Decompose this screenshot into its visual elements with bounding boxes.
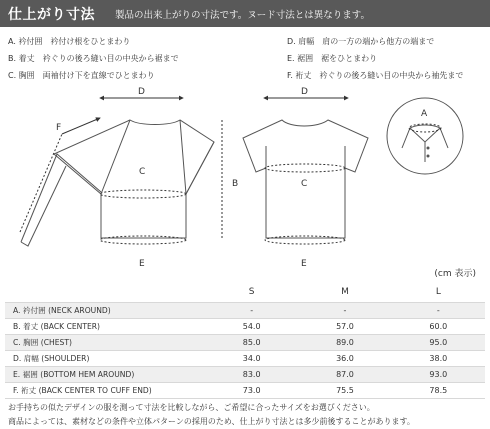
cell-s: 73.0	[205, 382, 298, 398]
page-title: 仕上がり寸法	[8, 6, 95, 23]
cell-m: 75.5	[298, 382, 391, 398]
header-size-l: L	[435, 286, 441, 297]
page-subtitle: 製品の出来上がりの寸法です。ヌード寸法とは異なります。	[115, 9, 370, 21]
legend-desc: 両袖付け下を直線でひとまわり	[42, 71, 155, 80]
footnote-1: お手持ちの似たデザインの服を測って寸法を比較しながら、ご希望に合ったサイズをお選びください。	[8, 403, 375, 412]
legend-item-b	[8, 50, 179, 67]
row-label: C. 胸囲 (CHEST)	[5, 334, 205, 350]
footnote-2: 商品によっては、素材などの条件や立体パターンの採用のため、仕上がり寸法とは多少前後することがあります。	[8, 417, 415, 426]
front-sleeve-under	[21, 166, 66, 246]
legend-key: C. 胸囲	[8, 71, 35, 80]
legend-left	[8, 33, 179, 84]
table-row	[5, 318, 485, 334]
table-row	[5, 350, 485, 366]
header-blank	[5, 282, 205, 302]
label-c-tee: C	[301, 179, 308, 189]
size-table	[5, 282, 485, 399]
cell-m: 36.0	[298, 350, 391, 366]
label-f: F	[56, 123, 62, 133]
cell-l: 60.0	[392, 318, 485, 334]
legend-desc: 衿ぐりの後ろ縫い目の中央から裾まで	[42, 54, 179, 63]
label-d-front: D	[138, 87, 145, 97]
legend-key: A. 衿付囲	[8, 37, 43, 46]
legend-item-d	[287, 33, 463, 50]
header-bar	[0, 0, 490, 27]
cell-m: -	[298, 302, 391, 318]
legend-item-e	[287, 50, 463, 67]
measure-f-dash	[20, 134, 62, 232]
measure-e-front	[100, 236, 186, 244]
cell-l: 38.0	[392, 350, 485, 366]
measure-c-front	[100, 190, 186, 198]
cell-m: 57.0	[298, 318, 391, 334]
table-row	[5, 334, 485, 350]
collar-detail	[387, 98, 463, 174]
cell-s: 83.0	[205, 366, 298, 382]
cell-l: 95.0	[392, 334, 485, 350]
cell-s: 54.0	[205, 318, 298, 334]
label-d-tee: D	[301, 87, 308, 97]
label-a: A	[421, 109, 428, 119]
cell-l: 78.5	[392, 382, 485, 398]
row-label: B. 着丈 (BACK CENTER)	[5, 318, 205, 334]
legend-key: B. 着丈	[8, 54, 35, 63]
cell-s: -	[205, 302, 298, 318]
legend-key: D. 肩幅	[287, 37, 315, 46]
row-label: E. 裾囲 (BOTTOM HEM AROUND)	[5, 366, 205, 382]
label-b: B	[232, 179, 239, 189]
measure-e-tee	[265, 236, 345, 244]
header-size-s: S	[248, 286, 255, 297]
cell-s: 34.0	[205, 350, 298, 366]
table-row	[5, 366, 485, 382]
unit-note: (cm 表示)	[434, 269, 476, 279]
legend-desc: 衿ぐりの後ろ縫い目の中央から袖先まで	[319, 71, 464, 80]
cell-l: 93.0	[392, 366, 485, 382]
front-sleeve-line	[21, 154, 101, 242]
cell-l: -	[392, 302, 485, 318]
legend-item-a	[8, 33, 179, 50]
label-e-front: E	[139, 259, 145, 269]
measure-c-tee	[265, 164, 345, 172]
label-e-tee: E	[301, 259, 307, 269]
cell-m: 89.0	[298, 334, 391, 350]
legend-desc: 衿付け根をひとまわり	[50, 37, 131, 46]
cell-s: 85.0	[205, 334, 298, 350]
legend-key: E. 裾囲	[287, 54, 314, 63]
cell-m: 87.0	[298, 366, 391, 382]
row-label: D. 肩幅 (SHOULDER)	[5, 350, 205, 366]
row-label: F. 裄丈 (BACK CENTER TO CUFF END)	[5, 382, 205, 398]
table-row	[5, 382, 485, 398]
table-row	[5, 302, 485, 318]
front-garment-drawing	[54, 120, 214, 238]
label-c-front: C	[139, 167, 146, 177]
legend-right	[287, 33, 463, 84]
legend-key: F. 裄丈	[287, 71, 312, 80]
size-table-header	[5, 282, 485, 302]
measure-f	[62, 118, 100, 134]
legend-desc: 肩の一方の端から他方の端まで	[322, 37, 435, 46]
header-size-m: M	[341, 286, 349, 297]
row-label: A. 衿付囲 (NECK AROUND)	[5, 302, 205, 318]
garment-diagram	[0, 82, 490, 272]
legend-desc: 裾をひとまわり	[321, 54, 378, 63]
